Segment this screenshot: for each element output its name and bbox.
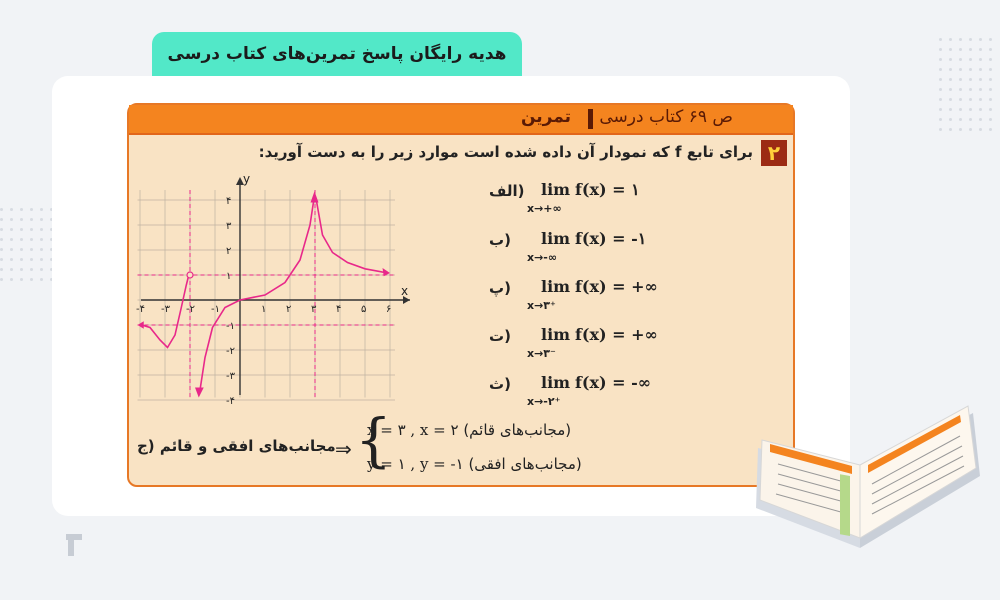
limit-item-3 [489,277,689,317]
question-number: ۲ [761,140,787,166]
fx-text: f(x) = [575,325,626,344]
lim-word: lim [541,325,571,344]
brace-icon: { [355,406,392,474]
curve-arrow-left [138,321,144,329]
limit-expression [575,277,658,296]
curve-right-branch [316,200,385,273]
implies-arrow: ⇒ [335,437,352,461]
limit-value: +∞ [631,277,658,296]
y-tick-label: -۱ [226,321,235,332]
page-reference: ص ۶۹ کتاب درسی [599,107,733,127]
y-tick-label: ۲ [226,246,232,257]
limit-value: -۱ [631,229,647,248]
lim-word: lim [541,229,571,248]
exercise-title: تمرین [520,107,571,127]
limit-expression [575,229,646,248]
y-tick-label: -۲ [226,346,235,357]
horizontal-asymptote-eq: y = ۱ , y = -۱ [367,455,464,473]
vertical-asymptote-eq: x = ۳ , x = ۲ [367,421,459,439]
graph-axes [141,177,410,395]
y-tick-label: ۱ [226,271,232,282]
decor-dots-right [939,38,992,131]
limit-subscript: x→-∞ [527,251,558,264]
limit-item-5 [489,373,689,413]
limit-value: -∞ [631,373,652,392]
fx-text: f(x) = [575,277,626,296]
open-book-icon [748,388,988,558]
x-tick-label: ۴ [336,304,342,315]
vertical-asymptote-label: (مجانب‌های قائم) [463,421,572,439]
limit-item-1 [489,180,689,220]
header-divider [588,109,593,129]
limit-label: ت) [489,327,511,345]
lim-word: lim [541,180,571,199]
y-tick-label: ۳ [226,221,232,232]
x-tick-label: ۶ [386,304,392,315]
limit-label: الف) [489,182,525,200]
limit-expression [575,373,651,392]
horizontal-asymptote-label: (مجانب‌های افقی) [468,455,582,473]
y-axis-label: y [243,172,251,186]
vertical-asymptote-line [367,421,571,439]
limit-label: ث) [489,375,511,393]
exercise-box [127,103,795,487]
limit-item-4 [489,325,689,365]
x-tick-label: ۱ [261,304,267,315]
x-tick-label: -۳ [161,304,170,315]
decor-dots-left [0,208,53,281]
function-graph [135,167,415,407]
y-tick-label: -۳ [226,371,235,382]
open-point [187,272,193,278]
gift-banner-text: هدیه رایگان پاسخ تمرین‌های کتاب درسی [167,44,507,64]
limit-expression [575,180,640,199]
graph-tick-labels [136,196,391,407]
y-tick-label: ۴ [226,196,232,207]
x-tick-label: ۵ [361,304,367,315]
limit-expression [575,325,658,344]
limit-value: ۱ [631,180,640,199]
asymptote-title: مجانب‌های افقی و قائم (ج [137,437,336,455]
limit-subscript: x→۳⁻ [527,347,556,360]
x-tick-label: -۱ [211,304,220,315]
limit-value: +∞ [631,325,658,344]
lim-word: lim [541,373,571,392]
question-text: برای تابع f که نمودار آن داده شده است موارد زیر را به دست آورید: [258,143,753,161]
limit-subscript: x→+∞ [527,202,562,215]
x-tick-label: ۲ [286,304,292,315]
x-axis-label: x [401,284,409,298]
brand-logo-icon [60,530,90,564]
gift-banner[interactable] [152,32,522,76]
fx-text: f(x) = [575,373,626,392]
x-tick-label: -۴ [136,304,145,315]
horizontal-asymptote-line [367,455,582,473]
curve-arrow-down [195,388,204,398]
limit-subscript: x→۳⁺ [527,299,556,312]
y-tick-label: -۴ [226,396,235,407]
fx-text: f(x) = [575,180,626,199]
limit-item-2 [489,229,689,269]
curve-middle-branch [200,200,314,390]
exercise-header [129,105,793,135]
limit-subscript: x→-۲⁺ [527,395,561,408]
x-tick-label: -۲ [186,304,195,315]
fx-text: f(x) = [575,229,626,248]
limit-label: ب) [489,231,511,249]
lim-word: lim [541,277,571,296]
graph-curves [138,191,391,397]
limit-label: پ) [489,279,511,297]
curve-arrow-up [311,191,319,202]
x-tick-label: ۳ [311,304,317,315]
